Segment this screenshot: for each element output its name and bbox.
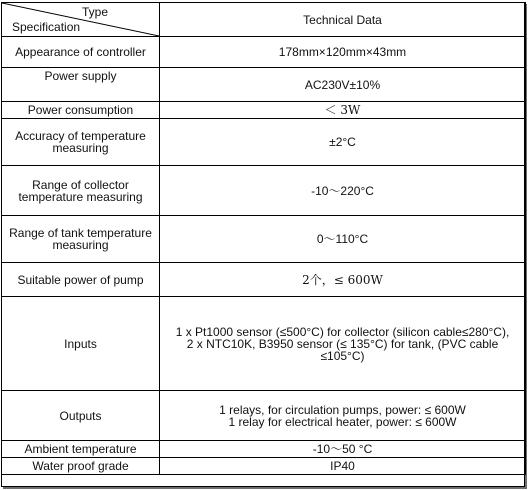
row-label-outputs: Outputs [2, 391, 160, 441]
table-row-header [2, 3, 526, 37]
table-row [2, 119, 526, 166]
row-value-power-consumption: ＜ 3W [160, 102, 526, 119]
diagonal-header-cell [2, 3, 160, 37]
row-label-pump: Suitable power of pump [2, 263, 160, 297]
row-value-pump: 2个，≤ 600W [160, 263, 526, 297]
row-value-range-collector: -10～220°C [160, 166, 526, 216]
row-label-accuracy: Accuracy of temperature measuring [2, 119, 160, 166]
row-label-ambient: Ambient temperature [2, 441, 160, 458]
inputs-line-tank: 2 x NTC10K, B3950 sensor (≤ 135°C) for tank, (PVC cable ≤105°C) [186, 336, 499, 363]
row-value-ambient: -10～50 °C [160, 441, 526, 458]
table-row [2, 391, 526, 441]
table-row [2, 297, 526, 391]
outputs-line-pumps: 1 relays, for circulation pumps, power: ≤ 600W [219, 402, 466, 417]
row-value-inputs [160, 297, 526, 391]
row-label-power-supply: Power supply [2, 68, 160, 102]
row-value-waterproof: IP40 [160, 458, 526, 475]
table-row [2, 441, 526, 458]
row-label-range-tank: Range of tank temperature measuring [2, 216, 160, 263]
row-label-range-collector: Range of collector temperature measuring [2, 166, 160, 216]
table-row [2, 166, 526, 216]
row-value-accuracy: ±2°C [160, 119, 526, 166]
table-row [2, 102, 526, 119]
row-value-outputs [160, 391, 526, 441]
outputs-line-heater: 1 relay for electrical heater, power: ≤ 600W [228, 414, 457, 429]
table-row [2, 216, 526, 263]
header-spec-label: Specification [12, 20, 81, 34]
table-row [2, 458, 526, 475]
table-row [2, 37, 526, 68]
row-label-appearance: Appearance of controller [2, 37, 160, 68]
header-technical-data: Technical Data [160, 3, 526, 37]
table-row [2, 68, 526, 102]
row-value-power-supply: AC230V±10% [160, 68, 526, 102]
spec-table [1, 2, 526, 475]
row-label-waterproof: Water proof grade [2, 458, 160, 475]
table-row [2, 263, 526, 297]
inputs-line-collector: 1 x Pt1000 sensor (≤500°C) for collector (silicon cable≤280°C), [175, 324, 510, 339]
header-type-label: Type [82, 5, 109, 19]
row-label-inputs: Inputs [2, 297, 160, 391]
row-value-range-tank: 0～110°C [160, 216, 526, 263]
row-label-power-consumption: Power consumption [2, 102, 160, 119]
row-value-appearance: 178mm×120mm×43mm [160, 37, 526, 68]
